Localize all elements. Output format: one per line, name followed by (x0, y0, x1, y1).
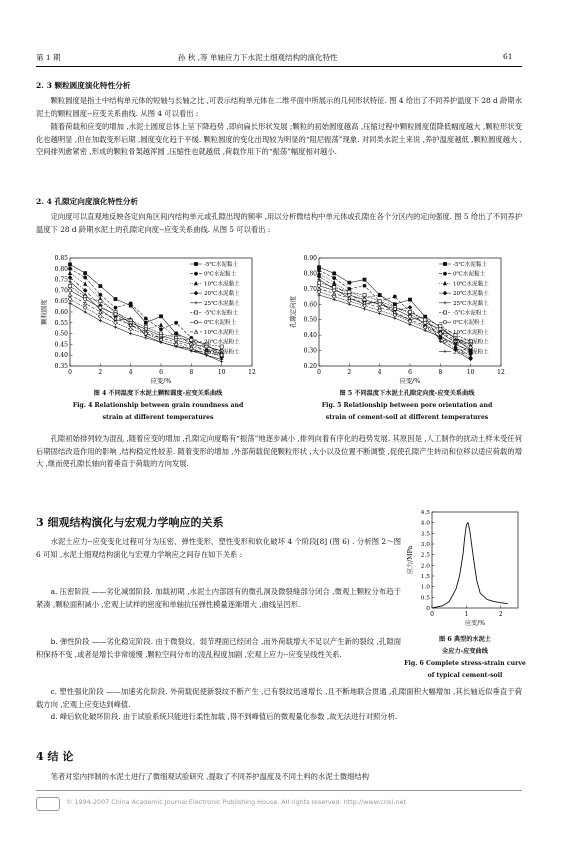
x-tick-label: 12 (497, 369, 505, 376)
y-tick-label: 0.40 (54, 352, 68, 360)
data-point (363, 293, 366, 296)
data-point (378, 312, 381, 315)
x-tick-label: 10 (217, 369, 226, 376)
legend-label: 0℃水泥黏土 (204, 271, 237, 278)
x-tick-label: 10 (466, 369, 475, 376)
section-heading-2-4: 2. 4 孔隙定向度演化特性分析 (36, 197, 139, 206)
y-tick-label: 0.75 (54, 276, 68, 284)
y-tick-label: 3.5 (420, 531, 430, 538)
data-point (68, 267, 71, 270)
data-point (159, 328, 162, 331)
x-tick-label: 6 (159, 369, 163, 376)
data-point (378, 300, 381, 303)
data-point (194, 340, 198, 344)
y-tick-label: 0.90 (303, 255, 317, 262)
x-axis-label: 应变/% (399, 377, 421, 385)
data-point (144, 317, 147, 320)
legend-label: -5℃水泥粉土 (204, 310, 239, 317)
y-tick-label: 0.40 (303, 332, 317, 340)
figure-6-chart (404, 508, 526, 632)
data-point (68, 289, 71, 292)
data-point (443, 350, 446, 353)
x-tick-label: 2 (98, 369, 103, 376)
paragraph: 水泥土应力--应变变化过程可分为压密、弹性变形、塑性变形和软化破坏 4 个阶段[8] (图 6) . 分析图 2～图 6 可知 ,水泥土细观结构演化与宏观力学响应之间存在如下关系 : (36, 537, 401, 559)
data-point (144, 336, 147, 339)
x-tick-label: 8 (438, 369, 443, 376)
figure-5-caption (285, 388, 529, 424)
data-point (443, 272, 446, 275)
y-tick-label: 4.0 (420, 520, 430, 527)
data-point (443, 262, 446, 265)
y-tick-label: 0.60 (303, 301, 317, 309)
paragraph: 笔者对室内拌制的水泥土进行了微细观试验研究 ,提取了不同养护温度及不同土料的水泥土微细结构 (50, 772, 369, 781)
data-point (333, 272, 336, 275)
data-point (84, 276, 87, 279)
y-tick-label: 0.35 (54, 363, 68, 370)
data-point (348, 281, 351, 284)
data-point (443, 321, 446, 324)
section-heading-2-3: 2. 3 颗粒圆度演化特性分析 (36, 81, 131, 90)
figure-4-caption-en: strain at different temperatures (102, 414, 214, 421)
x-axis-label: 应变/% (464, 620, 486, 627)
data-point (98, 314, 102, 318)
data-point (317, 278, 320, 281)
figure-6-caption-cn: 全应力-应变曲线 (442, 648, 488, 655)
y-tick-label: 1.5 (420, 574, 430, 580)
data-point (333, 298, 336, 301)
x-tick-label: 0 (68, 369, 72, 376)
legend-label: 20℃水泥粉土 (453, 339, 489, 346)
legend-label: 0℃水泥黏土 (453, 271, 486, 278)
data-point (443, 330, 446, 334)
data-point (348, 303, 351, 306)
legend-label: 10℃水泥黏土 (453, 281, 489, 288)
section-heading-3: 3 细观结构演化与宏观力学响应的关系 (36, 516, 224, 529)
y-tick-label: 0.80 (303, 270, 317, 278)
figure-5-caption-en: strain of cement-soil at different temperatures (325, 414, 489, 421)
data-point (194, 301, 197, 304)
data-point (333, 286, 336, 289)
data-point (393, 317, 396, 320)
data-point (84, 297, 87, 300)
figure-6-caption-en: Fig. 6 Complete stress-strain curve (404, 660, 526, 667)
data-point (424, 318, 427, 321)
publisher-logo (36, 797, 60, 811)
legend-label: 0℃水泥粉土 (453, 320, 486, 327)
legend-label: 10℃水泥粉土 (204, 329, 240, 336)
figure-4-chart (36, 252, 280, 386)
figure-4-caption (36, 388, 280, 424)
legend-label: 20℃水泥黏土 (453, 291, 489, 298)
paragraph: b. 弹性阶段 ——劣化稳定阶段. 由于微裂纹、弱节理面已经闭合 ,而外荷载增大不足以产生新的裂纹 ,孔隙面积保持不变 ,或者是增长非常缓慢 ,颗粒空间分布的凌乱程度加剧 ,宏观上应力--应变呈线性关系. (36, 637, 401, 659)
y-tick-label: 0.45 (54, 341, 68, 349)
legend-label: 20℃水泥黏土 (204, 291, 240, 298)
data-point (129, 332, 132, 335)
y-tick-label: 0.65 (54, 298, 68, 306)
x-tick-label: 8 (189, 369, 194, 376)
data-point (84, 301, 87, 305)
data-point (363, 307, 366, 310)
paragraph: a. 压密阶段 ——劣化减弱阶段. 加载初期 ,水泥土内部固有的微孔洞及微裂缝部分闭合 ,微观上颗粒分布趋于紧凑 ,颗粒面积减小 ,宏观上试样的密度和单轴抗压弹性模量逐渐增大 ,曲线呈凹形. (36, 587, 401, 609)
data-point (317, 293, 320, 296)
y-tick-label: 0.70 (54, 287, 68, 295)
data-point (194, 321, 197, 324)
paragraph: 孔隙初始排列较为混乱 ,随着应变的增加 ,孔隙定向度略有“振荡”地逐步减小 ,排列向着有序化的趋势发展. 其原因是 ,人工制作的扰动土样未受任何后期固结改造作用的影响 ,结构稳定性较差. 随着变形的增加 ,外部荷载促使颗粒形状 ,大小以及位置不断调整 ,促使孔隙产生转动和位移以适应荷载的增大 ,继而使孔隙长轴向着垂直于荷载的方向发展. (36, 434, 522, 469)
running-title: 孙 秋 ,等 单轴应力下水泥土细观结构的演化特性 (178, 53, 338, 62)
paragraph: 颗粒圆度是指土中结构单元体的短轴与长轴之比 ,可表示结构单元体在二维平面中所展示的几何形状特征. 图 4 给出了不同养护温度下 28 d 龄期水泥土的颗粒圆度--应变关系曲线. 从图 4 可以看出 : (36, 96, 522, 118)
data-point (114, 321, 118, 325)
header-rule (36, 66, 522, 67)
y-tick-label: 0.50 (303, 316, 317, 324)
data-point (114, 297, 117, 300)
data-point (194, 272, 197, 275)
copyright-footer: © 1994-2007 China Academic Journal Electronic Publishing House. All rights reserved. http://www.cnki.net (66, 798, 406, 806)
data-point (68, 271, 71, 275)
journal-issue: 第 1 期 (36, 53, 61, 62)
data-point (443, 301, 446, 304)
data-point (439, 324, 442, 327)
y-tick-label: 0.5 (420, 595, 430, 602)
data-point (68, 293, 71, 297)
y-tick-label: 0.50 (54, 330, 68, 338)
data-point (194, 291, 198, 295)
y-tick-label: 3.0 (420, 542, 430, 548)
data-point (408, 323, 411, 326)
y-tick-label: 0.30 (303, 347, 317, 355)
y-tick-label: 2.0 (420, 563, 430, 570)
data-point (443, 311, 446, 314)
x-tick-label: 4 (377, 369, 382, 376)
legend-label: 25℃水泥黏土 (453, 300, 489, 307)
data-point (99, 293, 102, 296)
data-point (175, 321, 178, 324)
data-point (424, 329, 427, 332)
data-point (194, 330, 197, 334)
legend-label: 10℃水泥黏土 (204, 281, 240, 288)
data-point (159, 315, 162, 318)
data-point (333, 276, 336, 279)
legend-label: 25℃水泥粉土 (204, 349, 240, 356)
x-tick-label: 0 (317, 369, 321, 376)
y-tick-label: 2.5 (420, 552, 430, 559)
figure-6-caption-cn: 图 6 典型的水泥土 (439, 636, 491, 643)
data-point (393, 295, 396, 298)
section-heading-4: 4 结 论 (36, 750, 74, 763)
figure-4-caption-en: Fig. 4 Relationship between grain roundness and (72, 402, 244, 409)
data-point (114, 326, 117, 329)
data-point (68, 284, 71, 287)
legend-label: -5℃水泥黏土 (204, 262, 239, 268)
data-point (348, 290, 351, 293)
x-tick-label: 2 (498, 611, 503, 618)
data-point (114, 306, 117, 309)
page-number: 61 (503, 52, 513, 61)
data-point (144, 321, 147, 324)
figure-6-caption-en: of typical cement-soil (427, 672, 503, 679)
paragraph: d. 峰后软化破坏阶段. 由于试验系统只能进行柔性加载 ,得不到峰值后的微观量化参数 ,故无法进行对照分析. (50, 712, 398, 721)
paragraph: c. 塑性强化阶段 ——加速劣化阶段. 外荷载促使新裂纹不断产生 ,已有裂纹迅速增长 ,且不断地联合贯通 ,孔隙面积大幅增加 ,其长轴近似垂直于荷载方向 ,宏观上应变达到峰值. (36, 687, 522, 709)
data-point (129, 327, 133, 331)
data-point (194, 262, 197, 265)
paragraph: 定向度可以直观地反映各定向角区间内结构单元或孔隙出现的频率 ,用以分析微结构中单元体或孔隙在各个分区内的定向强度. 图 5 给出了不同养护温度下 28 d 龄期水泥土的孔隙定向度--应变关系曲线. 从图 5 可以看出 : (36, 212, 522, 234)
y-axis-label: 应力/MPa (407, 545, 414, 575)
x-tick-label: 2 (347, 369, 352, 376)
footer-rule (36, 790, 522, 791)
y-axis-label: 孔隙定向度 (289, 296, 297, 328)
y-axis-label: 颗粒圆度 (40, 299, 48, 325)
data-point (363, 284, 366, 287)
data-point (114, 313, 117, 316)
figure-5-chart (285, 252, 529, 386)
legend-label: -5℃水泥黏土 (453, 262, 488, 268)
y-tick-label: 0.80 (54, 265, 68, 273)
data-point (129, 302, 132, 305)
x-tick-label: 4 (128, 369, 133, 376)
y-tick-label: 0.55 (54, 319, 68, 327)
data-point (408, 305, 412, 309)
data-point (194, 311, 197, 314)
y-tick-label: 0 (426, 606, 430, 612)
data-point (190, 338, 193, 341)
y-tick-label: 1.0 (420, 584, 430, 591)
figure-5-caption-en: Fig. 5 Relationship between pore orientation and (321, 402, 493, 409)
stress-strain-curve (432, 523, 508, 608)
data-point (68, 302, 71, 305)
y-tick-label: 0.70 (303, 285, 317, 293)
data-point (68, 297, 72, 301)
y-tick-label: 0.85 (54, 255, 68, 262)
data-point (99, 300, 102, 303)
data-point (99, 319, 102, 322)
data-point (317, 281, 320, 284)
x-tick-label: 1 (464, 611, 469, 618)
figure-4-caption-cn: 图 4 不同温度下水泥土颗粒圆度-应变关系曲线 (93, 390, 223, 397)
data-point (408, 310, 411, 313)
figure-6-caption (404, 634, 526, 682)
legend-label: -5℃水泥粉土 (453, 310, 488, 317)
data-point (84, 282, 87, 286)
legend-label: 10℃水泥粉土 (453, 329, 489, 336)
data-point (99, 306, 102, 309)
data-point (443, 282, 446, 286)
data-point (84, 272, 87, 275)
data-point (317, 266, 320, 269)
legend-label: 20℃水泥粉土 (204, 339, 240, 346)
x-axis-label: 应变/% (150, 377, 172, 385)
data-point (194, 282, 197, 286)
x-tick-label: 0 (430, 611, 434, 618)
data-point (84, 310, 87, 313)
legend-label: 25℃水泥粉土 (453, 349, 489, 356)
x-tick-label: 6 (408, 369, 412, 376)
y-tick-label: 0.60 (54, 309, 68, 316)
figure-5-caption-cn: 图 5 不同温度下水泥土孔隙定向度-应变关系曲线 (339, 390, 475, 397)
data-point (363, 278, 366, 281)
legend-label: 0℃水泥粉土 (204, 320, 237, 327)
data-point (408, 298, 411, 301)
data-point (68, 263, 71, 266)
paragraph: 随着荷载和应变的增加 ,水泥土圆度总体上呈下降趋势 ,即向扁长形状发展 ;颗粒的初始圆度越高 ,压缩过程中颗粒圆度值降低幅度越大 ,颗粒形状变化也越明显 ,但在加载变形后期 ,圆度变化趋于平缓. 颗粒圆度的变化出现较为明显的“阻尼振荡”现象. 对同类水泥土来说 ,养护温度越低 ,颗粒圆度越大 ,空间排列愈紧密 ,形成的颗粒骨架越浑圆 ,压缩性也就越低 ,荷载作用下的“振荡”幅度相对越小. (36, 122, 522, 157)
x-tick-label: 12 (248, 369, 256, 376)
y-tick-label: 4.5 (420, 510, 430, 516)
data-point (439, 340, 442, 343)
y-tick-label: 0.20 (303, 363, 317, 370)
data-point (99, 284, 102, 287)
legend-label: 25℃水泥黏土 (204, 300, 240, 307)
data-point (83, 306, 87, 310)
series-line (70, 273, 222, 355)
plot-frame (432, 512, 518, 608)
data-point (159, 323, 162, 327)
data-point (443, 291, 447, 295)
